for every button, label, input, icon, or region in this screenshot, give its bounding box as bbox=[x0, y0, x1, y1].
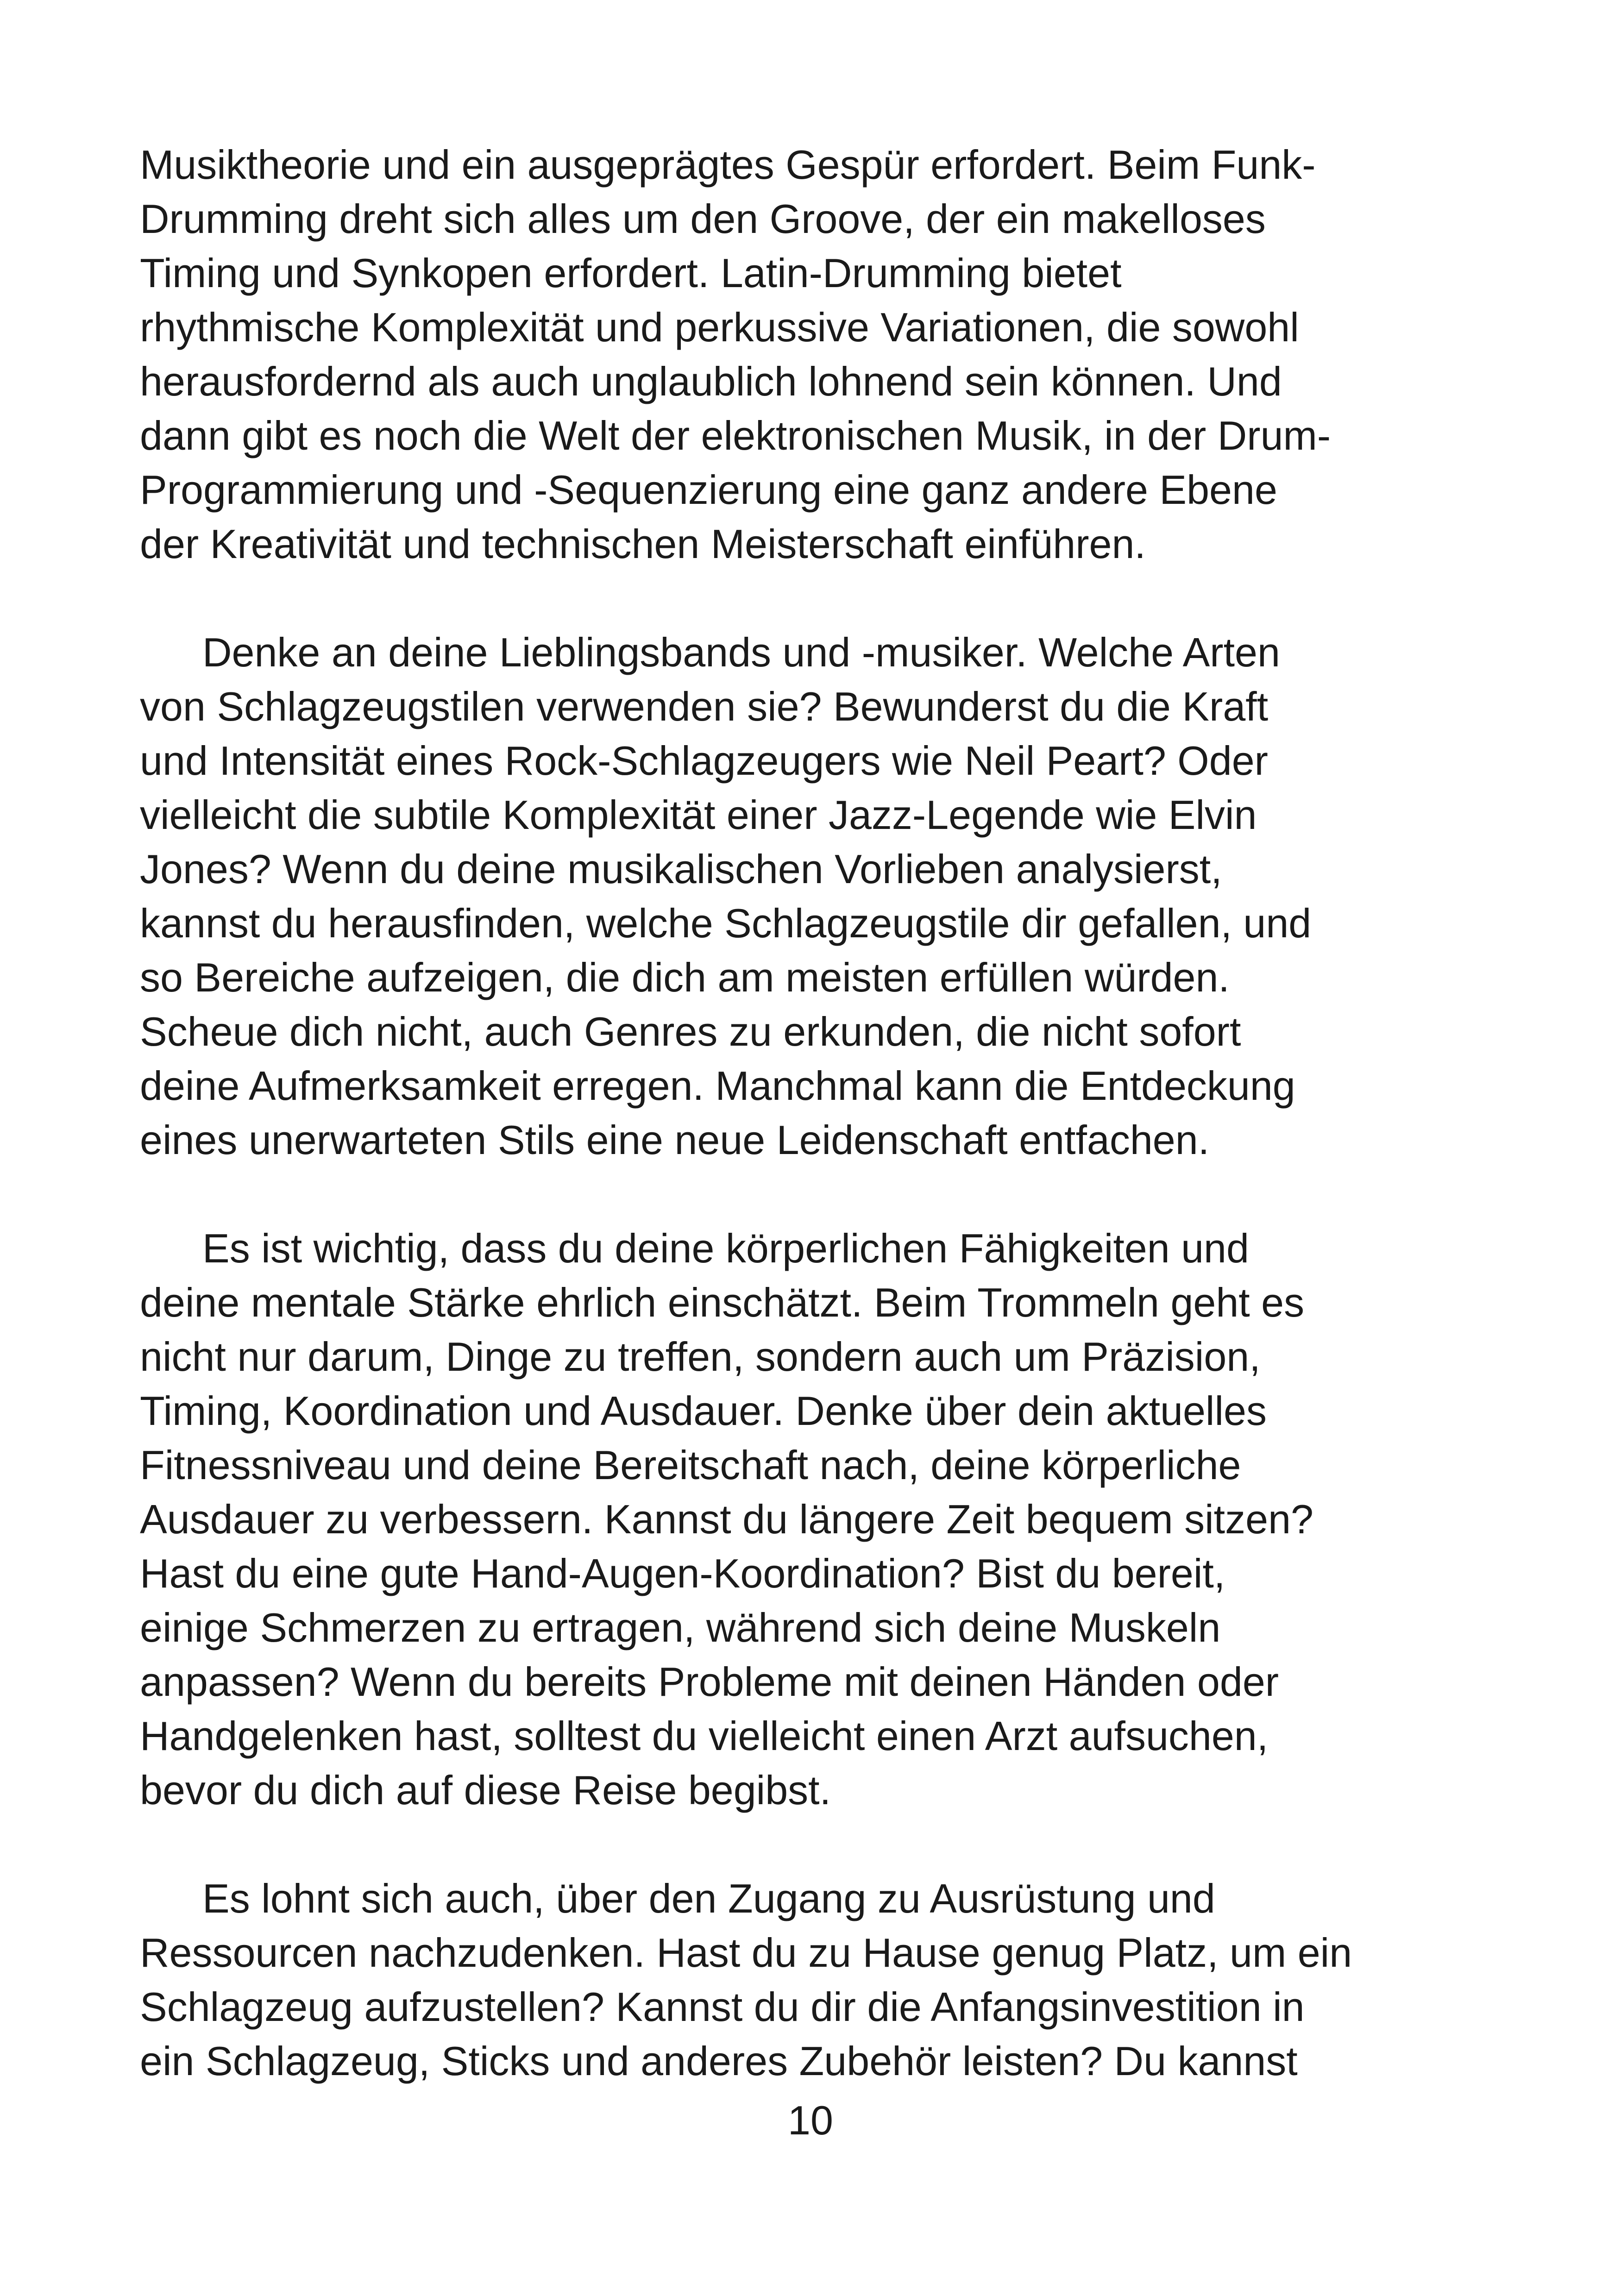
page-number: 10 bbox=[788, 2097, 833, 2143]
paragraph-equipment-access: Es lohnt sich auch, über den Zugang zu Ausrüstung und Ressourcen nachzudenken. Hast du zu Hause genug Platz, um ein Schlagzeug aufzustellen? Kannst du dir die Anfangsinvestition in ein Schlagzeug, Sticks und anderes Zubehör leisten? Du kannst bbox=[140, 1876, 1352, 2084]
paragraph-physical-abilities: Es ist wichtig, dass du deine körperlichen Fähigkeiten und deine mentale Stärke ehrlich einschätzt. Beim Trommeln geht es nicht nur darum, Dinge zu treffen, sondern auch um Präzision, Timing, Koordination und Ausdauer. Denke über dein aktuelles Fitnessniveau und deine Bereitschaft nach, deine körperliche Ausdauer zu verbessern. Kannst du längere Zeit bequem sitzen? Hast du eine gute Hand-Augen-Koordination? Bist du bereit, einige Schmerzen zu ertragen, während sich deine Muskeln anpassen? Wenn du bereits Probleme mit deinen Händen oder Handgelenken hast, solltest du vielleicht einen Arzt aufsuchen, bevor du dich auf diese Reise begibst. bbox=[140, 1225, 1313, 1813]
body-text bbox=[140, 138, 1529, 2142]
paragraph-continuation: Musiktheorie und ein ausgeprägtes Gespür erfordert. Beim Funk- Drumming dreht sich alles um den Groove, der ein makelloses Timing und Synkopen erfordert. Latin-Drumming bietet rhythmische Komplexität und perkussive Variationen, die sowohl herausfordernd als auch unglaublich lohnend sein können. Und dann gibt es noch die Welt der elektronischen Musik, in der Drum- Programmierung und -Sequenzierung eine ganz andere Ebene der Kreativität und technischen Meisterschaft einführen. bbox=[140, 142, 1331, 567]
paragraph-favorite-bands: Denke an deine Lieblingsbands und -musiker. Welche Arten von Schlagzeugstilen verwenden sie? Bewunderst du die Kraft und Intensität eines Rock-Schlagzeugers wie Neil Peart? Oder vielleicht die subtile Komplexität einer Jazz-Legende wie Elvin Jones? Wenn du deine musikalischen Vorlieben analysierst, kannst du herausfinden, welche Schlagzeugstile dir gefallen, und so Bereiche aufzeigen, die dich am meisten erfüllen würden. Scheue dich nicht, auch Genres zu erkunden, die nicht sofort deine Aufmerksamkeit erregen. Manchmal kann die Entdeckung eines unerwarteten Stils eine neue Leidenschaft entfachen. bbox=[140, 629, 1312, 1163]
